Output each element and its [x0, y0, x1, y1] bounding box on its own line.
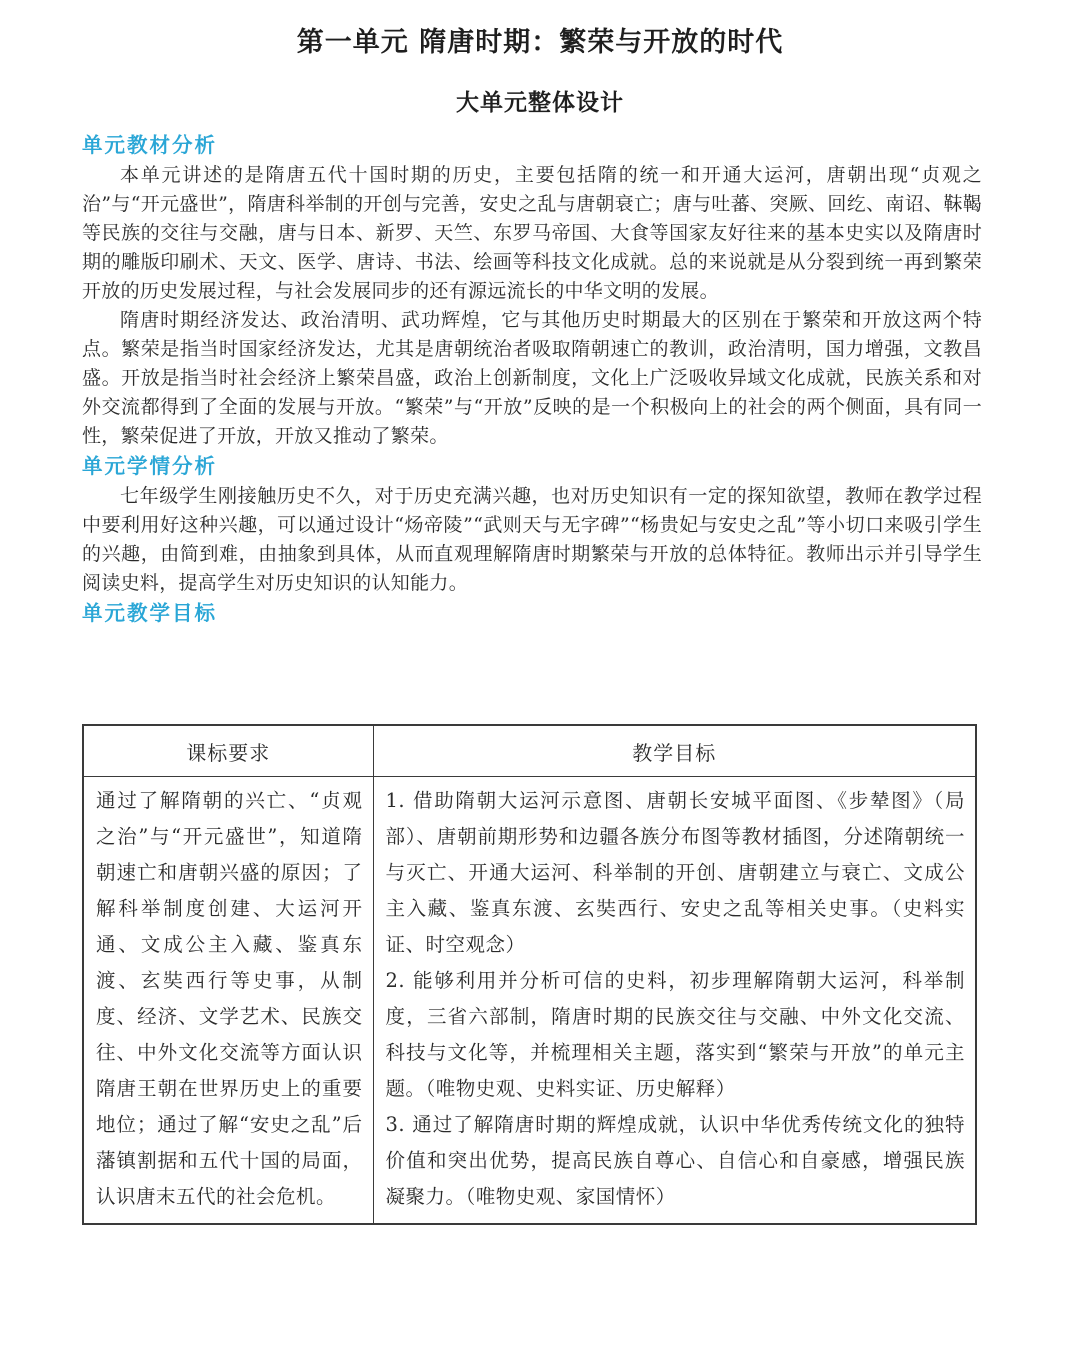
unit-title: 第一单元 隋唐时期：繁荣与开放的时代 — [296, 27, 784, 58]
table-header-row — [83, 725, 976, 777]
section-heading-student-analysis: 单元学情分析 — [82, 454, 217, 478]
section-heading-textbook-analysis: 单元教材分析 — [82, 133, 217, 157]
section-heading-teaching-goals: 单元教学目标 — [82, 601, 217, 625]
objective-item-3: 3. 通过了解隋唐时期的辉煌成就，认识中华优秀传统文化的独特价值和突出优势，提高民族自尊心、自信心和自豪感，增强民族凝聚力。（唯物史观、家国情怀） — [385, 1113, 965, 1208]
objective-item-2: 2. 能够利用并分析可信的史料，初步理解隋朝大运河，科举制度，三省六部制，隋唐时期的民族交往与交融、中外文化交流、科技与文化等，并梳理相关主题，落实到“繁荣与开放”的单元主题。（唯物史观、史料实证、历史解释） — [385, 969, 965, 1100]
student-analysis-paragraph: 七年级学生刚接触历史不久，对于历史充满兴趣，也对历史知识有一定的探知欲望，教师在教学过程中要利用好这种兴趣，可以通过设计“炀帝陵”“武则天与无字碑”“杨贵妃与安史之乱”等小切口来吸引学生的兴趣，由简到难，由抽象到具体，从而直观理解隋唐时期繁荣与开放的总体特征。教师出示并引导学生阅读史料，提高学生对历史知识的认知能力。 — [82, 485, 982, 594]
objective-item-1: 1. 借助隋朝大运河示意图、唐朝长安城平面图、《步辇图》（局部）、唐朝前期形势和边疆各族分布图等教材插图，分述隋朝统一与灭亡、开通大运河、科举制的开创、唐朝建立与衰亡、文成公主入藏、鉴真东渡、玄奘西行、安史之乱等相关史事。（史料实证、时空观念） — [385, 789, 965, 956]
header-objectives: 教学目标 — [373, 725, 976, 777]
textbook-analysis-paragraph-1: 本单元讲述的是隋唐五代十国时期的历史，主要包括隋的统一和开通大运河，唐朝出现“贞观之治”与“开元盛世”，隋唐科举制的开创与完善，安史之乱与唐朝衰亡；唐与吐蕃、突厥、回纥、南诏、靺鞨等民族的交往与交融，唐与日本、新罗、天竺、东罗马帝国、大食等国家友好往来的基本史实以及隋唐时期的雕版印刷术、天文、医学、唐诗、书法、绘画等科技文化成就。总的来说就是从分裂到统一再到繁荣开放的历史发展过程，与社会发展同步的还有源远流长的中华文明的发展。 — [82, 164, 982, 302]
sub-title: 大单元整体设计 — [456, 90, 624, 116]
document-body — [82, 130, 982, 629]
objectives-cell — [373, 777, 976, 1225]
requirements-cell: 通过了解隋朝的兴亡、“贞观之治”与“开元盛世”，知道隋朝速亡和唐朝兴盛的原因；了解科举制度创建、大运河开通、文成公主入藏、鉴真东渡、玄奘西行等史事，从制度、经济、文学艺术、民族交往、中外文化交流等方面认识隋唐王朝在世界历史上的重要地位；通过了解“安史之乱”后藩镇割据和五代十国的局面，认识唐末五代的社会危机。 — [83, 777, 373, 1225]
header-requirements: 课标要求 — [83, 725, 373, 777]
table-row — [83, 777, 976, 1225]
objectives-table — [82, 724, 977, 1225]
textbook-analysis-paragraph-2: 隋唐时期经济发达、政治清明、武功辉煌，它与其他历史时期最大的区别在于繁荣和开放这两个特点。繁荣是指当时国家经济发达，尤其是唐朝统治者吸取隋朝速亡的教训，政治清明，国力增强，文教昌盛。开放是指当时社会经济上繁荣昌盛，政治上创新制度，文化上广泛吸收异域文化成就，民族关系和对外交流都得到了全面的发展与开放。“繁荣”与“开放”反映的是一个积极向上的社会的两个侧面，具有同一性，繁荣促进了开放，开放又推动了繁荣。 — [82, 309, 982, 447]
